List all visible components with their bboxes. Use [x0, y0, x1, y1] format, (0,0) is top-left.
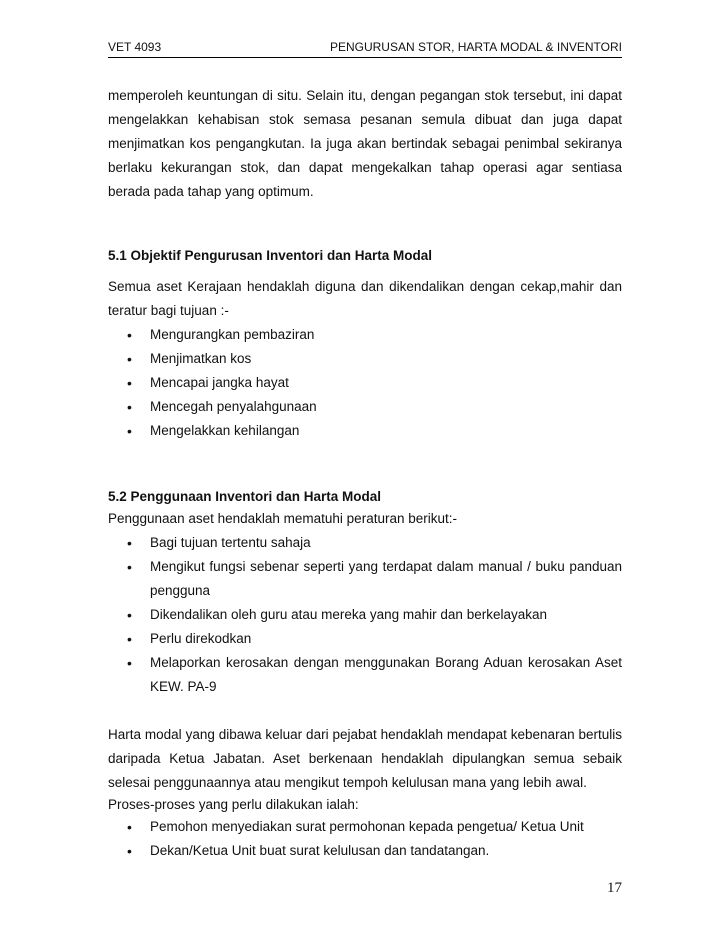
bullet-icon: •	[127, 423, 132, 439]
bullet-icon: •	[127, 327, 132, 343]
process-intro: Proses-proses yang perlu dilakukan ialah:	[108, 797, 359, 812]
list-item: • Bagi tujuan tertentu sahaja	[108, 531, 622, 555]
list-item: • Mengurangkan pembaziran	[108, 323, 622, 347]
page-header	[108, 40, 622, 58]
bullet-icon: •	[127, 631, 132, 647]
list-item: • Mengelakkan kehilangan	[108, 419, 622, 443]
list-item: • Perlu direkodkan	[108, 627, 622, 651]
list-item: • Dekan/Ketua Unit buat surat kelulusan dan tandatangan.	[108, 839, 622, 863]
list-item: • Mencapai jangka hayat	[108, 371, 622, 395]
process-list	[108, 815, 622, 863]
bullet-icon: •	[127, 351, 132, 367]
list-item: • Pemohon menyediakan surat permohonan kepada pengetua/ Ketua Unit	[108, 815, 622, 839]
bullet-icon: •	[127, 535, 132, 551]
list-item: • Menjimatkan kos	[108, 347, 622, 371]
asset-loan-paragraph: Harta modal yang dibawa keluar dari pejabat hendaklah mendapat kebenaran bertulis daripada Ketua Jabatan. Aset berkenaan hendaklah dipulangkan semua sebaik selesai penggunaannya atau mengikut tempoh kelulusan mana yang lebih awal.	[108, 727, 622, 790]
bullet-icon: •	[127, 655, 132, 671]
list-item: • Mengikut fungsi sebenar seperti yang terdapat dalam manual / buku panduan pengguna	[108, 555, 622, 603]
header-title: PENGURUSAN STOR, HARTA MODAL & INVENTORI	[329, 40, 622, 54]
section-5-1-title: 5.1 Objektif Pengurusan Inventori dan Harta Modal	[108, 248, 433, 263]
bullet-icon: •	[127, 819, 132, 835]
bullet-icon: •	[127, 375, 132, 391]
bullet-icon: •	[127, 843, 132, 859]
intro-paragraph: memperoleh keuntungan di situ. Selain itu, dengan pegangan stok tersebut, ini dapat mengelakkan kehabisan stok semasa pesanan semula dibuat dan juga dapat menjimatkan kos pengangkutan. Ia juga akan bertindak sebagai penimbal sekiranya berlaku kekurangan stok, dan dapat mengekalkan tahap operasi agar sentiasa berada pada tahap yang optimum.	[108, 88, 622, 199]
page-content	[108, 84, 622, 863]
bullet-icon: •	[127, 607, 132, 623]
section-5-2-intro: Penggunaan aset hendaklah mematuhi peraturan berikut:-	[108, 511, 457, 526]
bullet-icon: •	[127, 559, 132, 575]
list-item: • Melaporkan kerosakan dengan menggunakan Borang Aduan kerosakan Aset KEW. PA-9	[108, 651, 622, 699]
section-5-1-intro: Semua aset Kerajaan hendaklah diguna dan dikendalikan dengan cekap,mahir dan teratur bagi tujuan :-	[108, 279, 622, 318]
usage-rules-list	[108, 531, 622, 699]
list-item: • Mencegah penyalahgunaan	[108, 395, 622, 419]
header-course-code: VET 4093	[108, 40, 162, 54]
bullet-icon: •	[127, 399, 132, 415]
objectives-list	[108, 323, 622, 443]
page-number: 17	[607, 880, 622, 896]
section-5-2-title: 5.2 Penggunaan Inventori dan Harta Modal	[108, 489, 382, 504]
list-item: • Dikendalikan oleh guru atau mereka yang mahir dan berkelayakan	[108, 603, 622, 627]
